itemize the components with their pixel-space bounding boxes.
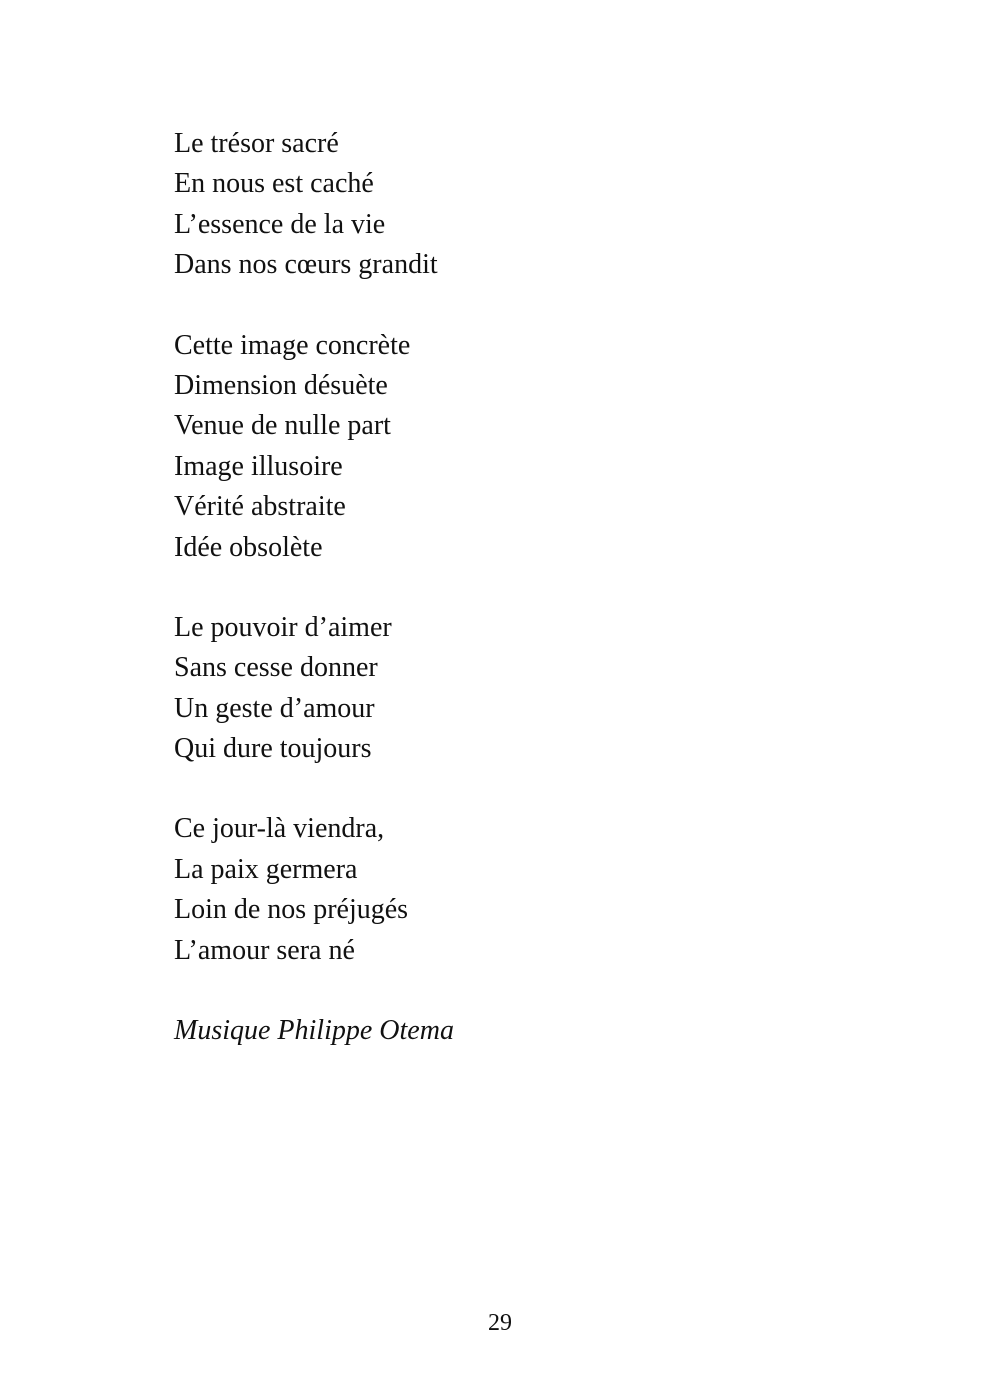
poem-line: Ce jour-là viendra, xyxy=(174,813,385,845)
poem-line: Sans cesse donner xyxy=(174,652,378,684)
poem-line: Idée obsolète xyxy=(174,531,323,563)
poem-line: Un geste d’amour xyxy=(174,692,375,724)
poem-line: Dimension désuète xyxy=(174,369,388,401)
stanza-4 xyxy=(174,809,874,971)
music-credit: Musique Philippe Otema xyxy=(174,1015,454,1047)
poem-line: Loin de nos préjugés xyxy=(174,894,409,926)
poem-line: Le pouvoir d’aimer xyxy=(174,611,392,643)
stanza-2 xyxy=(174,326,874,568)
stanza-3 xyxy=(174,608,874,770)
page-number: 29 xyxy=(488,1310,512,1336)
poem-line: L’essence de la vie xyxy=(174,208,386,240)
poem-line: Image illusoire xyxy=(174,450,343,482)
poem-line: Venue de nulle part xyxy=(174,410,391,442)
poem-line: Le trésor sacré xyxy=(174,128,339,159)
poem-line: L’amour sera né xyxy=(174,934,355,966)
poem-line: La paix germera xyxy=(174,853,358,885)
poem-line: Vérité abstraite xyxy=(174,491,346,523)
poem-line: Cette image concrète xyxy=(174,329,411,361)
stanza-1 xyxy=(174,124,874,286)
poem-line: Dans nos cœurs grandit xyxy=(174,249,438,281)
poem-line: En nous est caché xyxy=(174,168,374,200)
poem xyxy=(174,124,874,1051)
poem-line: Qui dure toujours xyxy=(174,733,372,765)
